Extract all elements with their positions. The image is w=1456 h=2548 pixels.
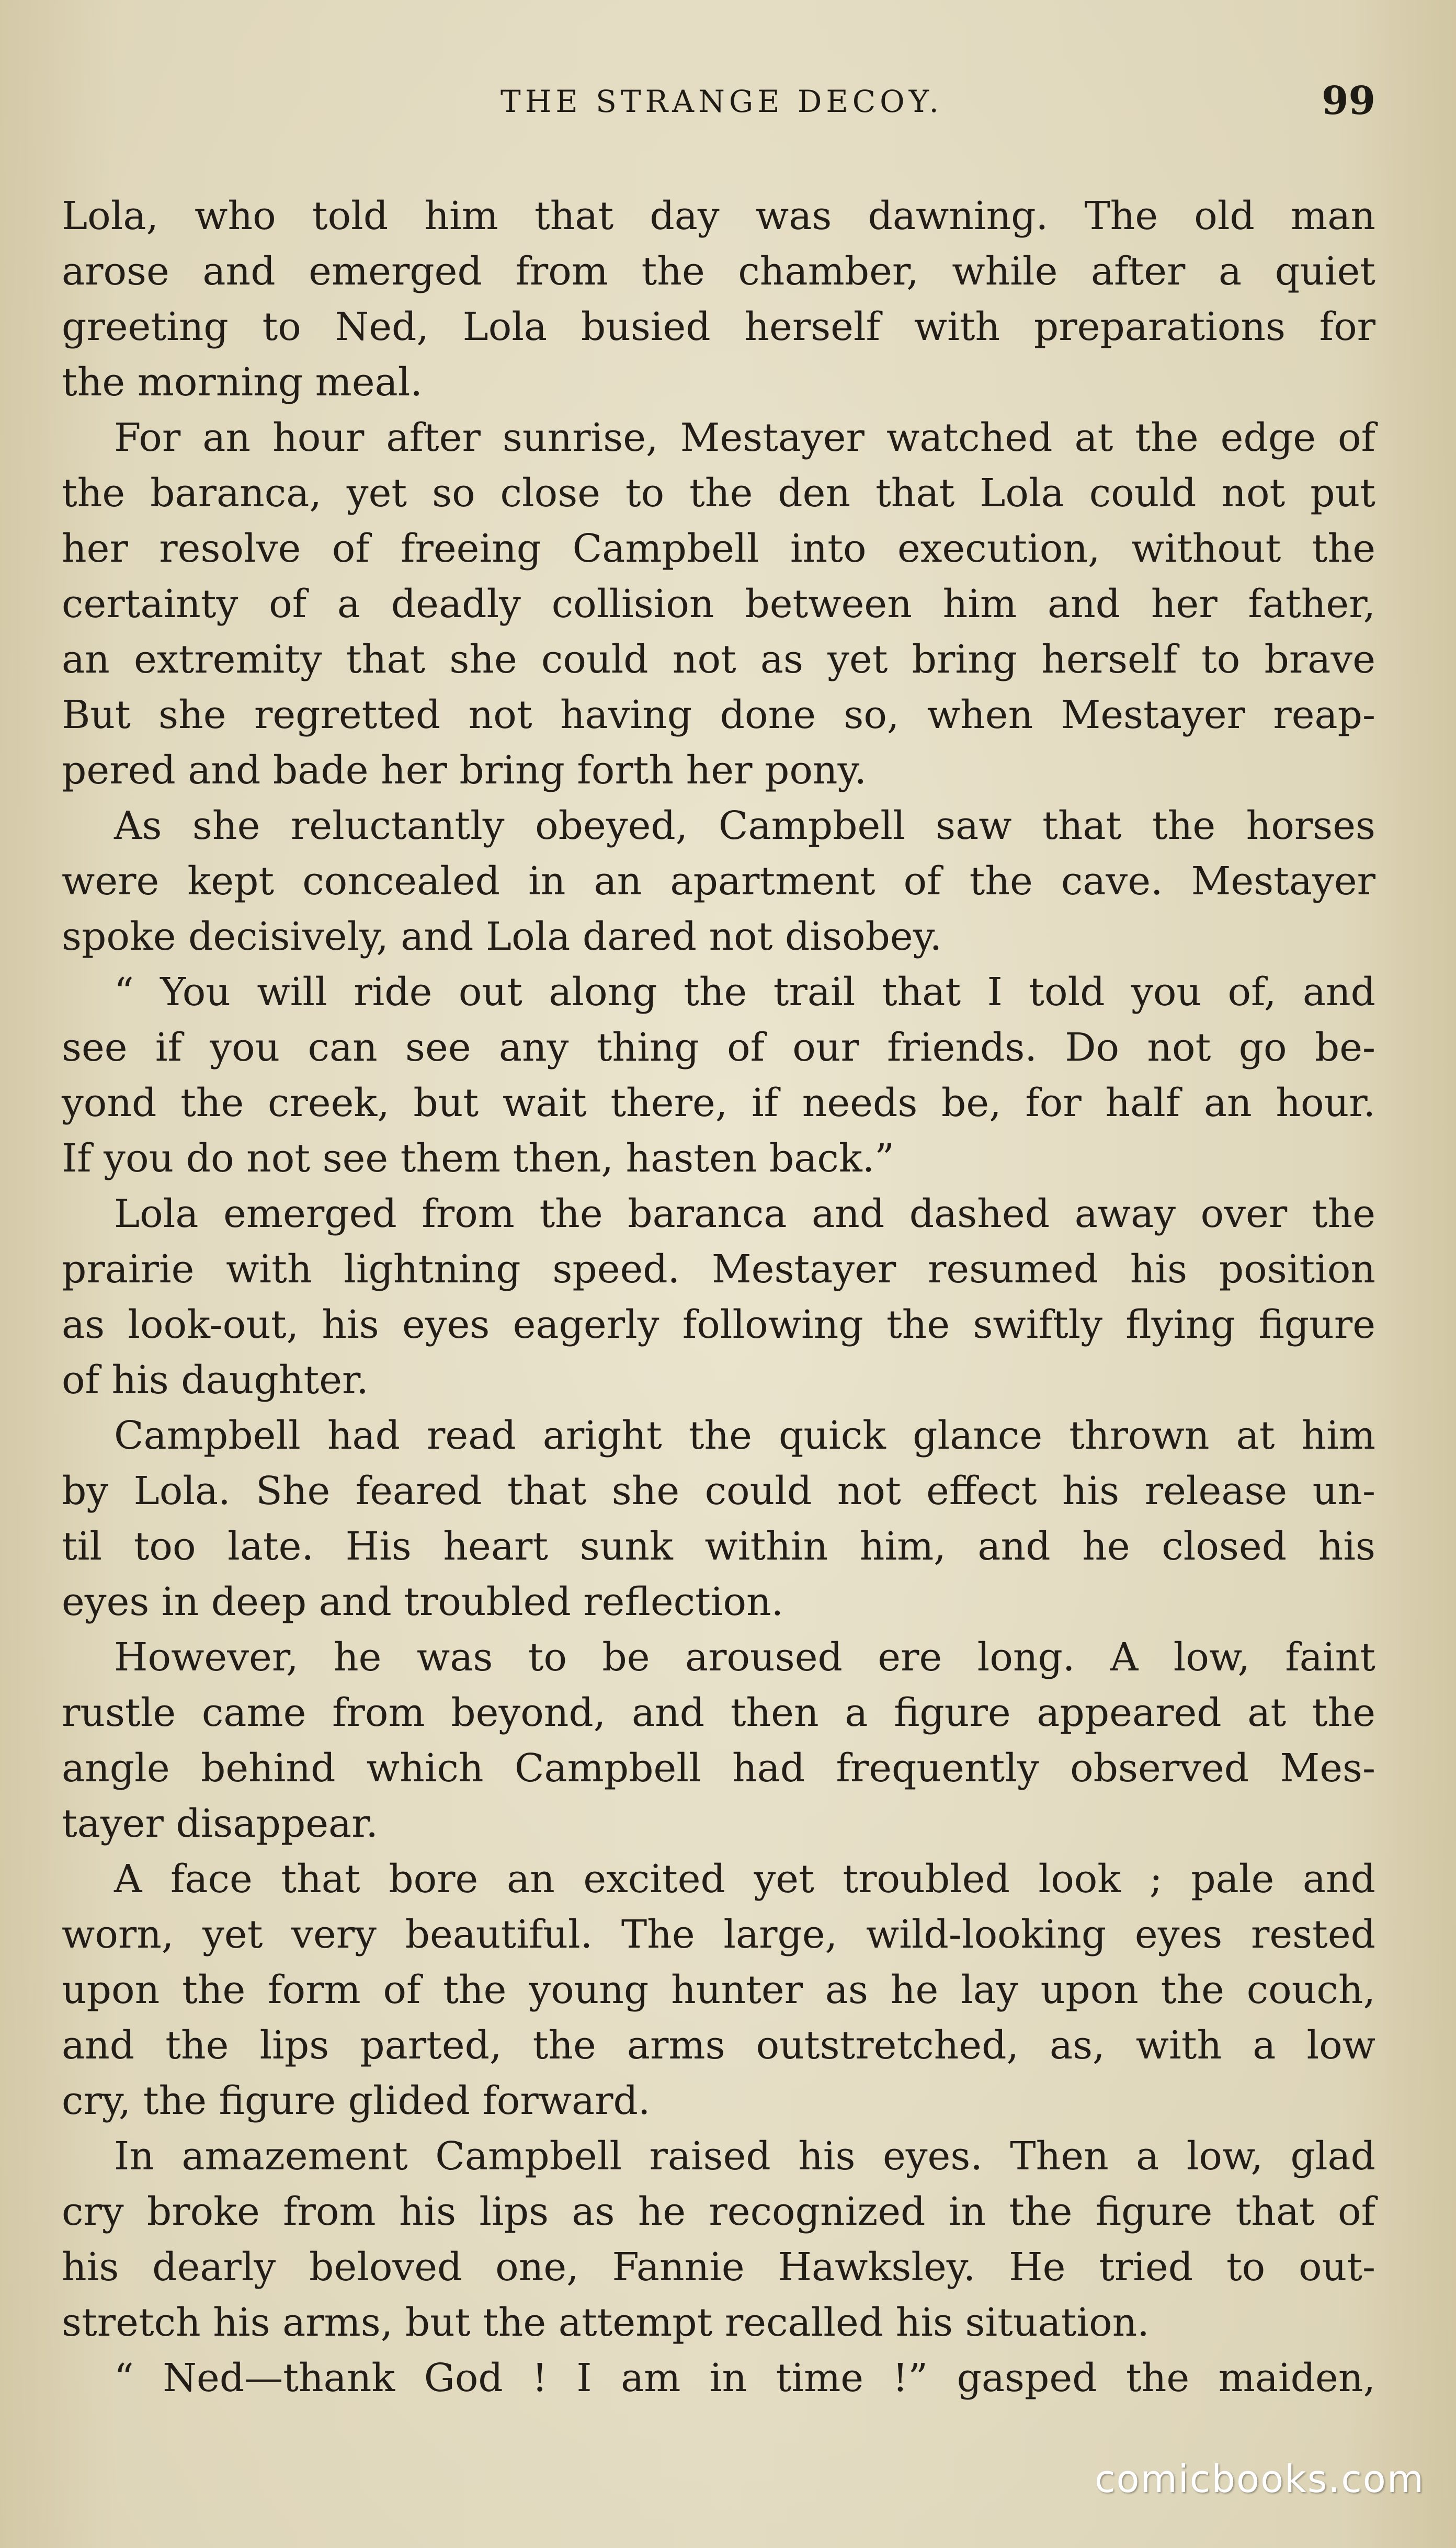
text-line: and the lips parted, the arms outstretched, as, with a low (62, 2023, 1375, 2068)
text-line: As she reluctantly obeyed, Campbell saw that the horses (114, 803, 1375, 848)
text-line: But she regretted not having done so, when Mestayer reap- (62, 692, 1375, 737)
text-line: If you do not see them then, hasten back.” (62, 1136, 895, 1181)
running-title: THE STRANGE DECOY. (500, 84, 943, 119)
text-line: tayer disappear. (62, 1801, 378, 1846)
text-line: cry, the figure glided forward. (62, 2078, 651, 2123)
text-line: Lola, who told him that day was dawning. The old man (62, 194, 1375, 238)
text-line: “ You will ride out along the trail that I told you of, and (114, 970, 1375, 1015)
text-line: cry broke from his lips as he recognized in the figure that of (62, 2189, 1375, 2234)
text-line: see if you can see any thing of our friends. Do not go be- (62, 1025, 1375, 1070)
text-line: In amazement Campbell raised his eyes. Then a low, glad (114, 2134, 1375, 2179)
text-line: upon the form of the young hunter as he lay upon the couch, (62, 1967, 1375, 2012)
text-line: certainty of a deadly collision between him and her father, (62, 582, 1375, 627)
text-line: her resolve of freeing Campbell into execution, without the (62, 526, 1375, 571)
page-header (68, 78, 1375, 131)
text-line: worn, yet very beautiful. The large, wild-looking eyes rested (62, 1912, 1375, 1957)
body-text (62, 188, 1375, 2406)
text-line: by Lola. She feared that she could not effect his release un- (62, 1469, 1375, 1514)
text-line: were kept concealed in an apartment of the cave. Mestayer (62, 859, 1375, 904)
text-line: greeting to Ned, Lola busied herself with preparations for (62, 304, 1375, 349)
text-line: the morning meal. (62, 360, 423, 405)
text-line: “ Ned—thank God ! I am in time !” gasped the maiden, (114, 2356, 1375, 2401)
text-line: eyes in deep and troubled reflection. (62, 1579, 784, 1624)
text-line: arose and emerged from the chamber, while after a quiet (62, 249, 1375, 294)
text-line: For an hour after sunrise, Mestayer watched at the edge of (114, 415, 1375, 460)
text-line: prairie with lightning speed. Mestayer resumed his position (62, 1247, 1375, 1292)
watermark-text: comicbooks.com (1094, 2457, 1425, 2501)
text-line: til too late. His heart sunk within him, and he closed his (62, 1524, 1375, 1569)
text-line: A face that bore an excited yet troubled look ; pale and (114, 1857, 1375, 1902)
text-line: Lola emerged from the baranca and dashed away over the (114, 1191, 1375, 1236)
text-line: stretch his arms, but the attempt recalled his situation. (62, 2300, 1150, 2345)
text-line: yond the creek, but wait there, if needs be, for half an hour. (62, 1080, 1375, 1125)
text-line: as look-out, his eyes eagerly following the swiftly flying figure (62, 1302, 1375, 1347)
text-line: rustle came from beyond, and then a figure appeared at the (62, 1690, 1375, 1735)
text-line: an extremity that she could not as yet bring herself to brave (62, 637, 1375, 682)
text-line: Campbell had read aright the quick glance thrown at him (114, 1413, 1375, 1458)
text-line: his dearly beloved one, Fannie Hawksley. He tried to out- (62, 2245, 1375, 2290)
text-line: the baranca, yet so close to the den that Lola could not put (62, 471, 1375, 516)
text-line: angle behind which Campbell had frequently observed Mes- (62, 1746, 1375, 1791)
page-number: 99 (1322, 78, 1375, 123)
text-line: spoke decisively, and Lola dared not disobey. (62, 914, 942, 959)
text-line: of his daughter. (62, 1358, 369, 1403)
text-line: However, he was to be aroused ere long. A low, faint (114, 1635, 1375, 1680)
text-line: pered and bade her bring forth her pony. (62, 748, 867, 793)
